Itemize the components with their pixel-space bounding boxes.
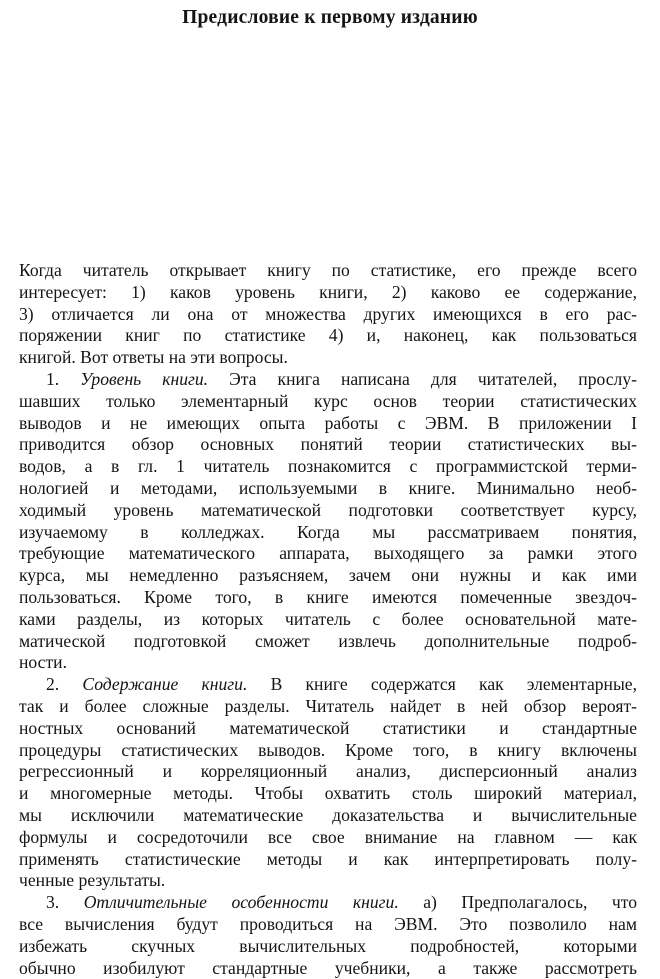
text-line xyxy=(19,914,637,936)
line-text: процедуры статистических выводов. Кроме того, в книгу включены xyxy=(19,740,637,760)
line-text: водов, а в гл. 1 читатель познакомится с программистской терми- xyxy=(19,456,637,476)
line-text: так и более сложные разделы. Читатель найдет в ней обзор вероят- xyxy=(19,696,637,716)
line-text: приводится обзор основных понятий теории статистических вы- xyxy=(19,434,637,454)
text-line xyxy=(19,718,637,740)
line-text: выводов и не имеющих опыта работы с ЭВМ. В приложении I xyxy=(19,413,637,433)
text-line xyxy=(19,413,637,435)
text-line xyxy=(19,936,637,958)
line-text: все вычисления будут проводиться на ЭВМ. Это позволило нам xyxy=(19,914,637,934)
line-text: и многомерные методы. Чтобы охватить столь широкий материал, xyxy=(19,783,637,803)
text-line xyxy=(19,958,637,979)
text-line xyxy=(19,347,637,369)
text-line xyxy=(19,456,637,478)
section-heading: Отличительные особенности книги. xyxy=(84,892,399,912)
body-text xyxy=(19,260,637,979)
text-line xyxy=(19,391,637,413)
text-line xyxy=(19,827,637,849)
line-text: интересует: 1) каков уровень книги, 2) каково ее содержание, xyxy=(19,282,637,302)
line-text: применять статистические методы и как интерпретировать полу- xyxy=(19,849,637,869)
paragraph xyxy=(19,369,637,674)
section-number: 2. xyxy=(46,674,82,694)
text-line xyxy=(19,282,637,304)
paragraph xyxy=(19,674,637,892)
text-line xyxy=(19,434,637,456)
paragraph xyxy=(19,260,637,369)
text-line xyxy=(19,631,637,653)
section-heading: Уровень книги. xyxy=(80,369,208,389)
section-heading: Содержание книги. xyxy=(82,674,247,694)
text-line xyxy=(19,870,637,892)
line-text: ностных оснований математической статистики и стандартные xyxy=(19,718,637,738)
line-text: шавших только элементарный курс основ теории статистических xyxy=(19,391,637,411)
line-text: избежать скучных вычислительных подробностей, которыми xyxy=(19,936,637,956)
text-line xyxy=(19,478,637,500)
line-text: книгой. Вот ответы на эти вопросы. xyxy=(19,347,288,367)
line-text: курса, мы немедленно разъясняем, зачем они нужны и как ими xyxy=(19,565,637,585)
paragraph xyxy=(19,892,637,979)
line-text: Когда читатель открывает книгу по статистике, его прежде всего xyxy=(19,260,637,280)
text-line xyxy=(19,325,637,347)
text-line xyxy=(19,674,637,696)
line-text: Эта книга написана для читателей, прослу- xyxy=(208,369,637,389)
line-text: мы исключили математические доказательства и вычислительные xyxy=(19,805,637,825)
text-line xyxy=(19,783,637,805)
text-line xyxy=(19,500,637,522)
line-text: регрессионный и корреляционный анализ, дисперсионный анализ xyxy=(19,761,637,781)
text-line xyxy=(19,652,637,674)
line-text: пользоваться. Кроме того, в книге имеются помеченные звездоч- xyxy=(19,587,637,607)
section-number: 1. xyxy=(46,369,80,389)
text-line xyxy=(19,522,637,544)
line-text: а) Предполагалось, что xyxy=(399,892,637,912)
line-text: ходимый уровень математической подготовки соответствует курсу, xyxy=(19,500,637,520)
text-line xyxy=(19,304,637,326)
text-line xyxy=(19,565,637,587)
line-text: поряжении книг по статистике 4) и, наконец, как пользоваться xyxy=(19,325,637,345)
line-text: изучаемому в колледжах. Когда мы рассматриваем понятия, xyxy=(19,522,637,542)
line-text: нологией и методами, используемыми в книге. Минимально необ- xyxy=(19,478,637,498)
line-text: формулы и сосредоточили все свое внимание на главном — как xyxy=(19,827,637,847)
text-line xyxy=(19,761,637,783)
text-line xyxy=(19,543,637,565)
line-text: ченные результаты. xyxy=(19,870,165,890)
line-text: ками разделы, из которых читатель с более основательной мате- xyxy=(19,609,637,629)
text-line xyxy=(19,696,637,718)
line-text: требующие математического аппарата, выходящего за рамки этого xyxy=(19,543,637,563)
text-line xyxy=(19,805,637,827)
text-line xyxy=(19,740,637,762)
line-text: В книге содержатся как элементарные, xyxy=(247,674,637,694)
text-line xyxy=(19,369,637,391)
line-text: обычно изобилуют стандартные учебники, а также рассмотреть xyxy=(19,958,637,978)
page-title: Предисловие к первому изданию xyxy=(0,7,660,29)
text-line xyxy=(19,587,637,609)
text-line xyxy=(19,609,637,631)
line-text: 3) отличается ли она от множества других имеющихся в его рас- xyxy=(19,304,637,324)
text-line xyxy=(19,849,637,871)
text-line xyxy=(19,260,637,282)
section-number: 3. xyxy=(46,892,84,912)
line-text: ности. xyxy=(19,652,67,672)
line-text: матической подготовкой сможет извлечь дополнительные подроб- xyxy=(19,631,637,651)
text-line xyxy=(19,892,637,914)
